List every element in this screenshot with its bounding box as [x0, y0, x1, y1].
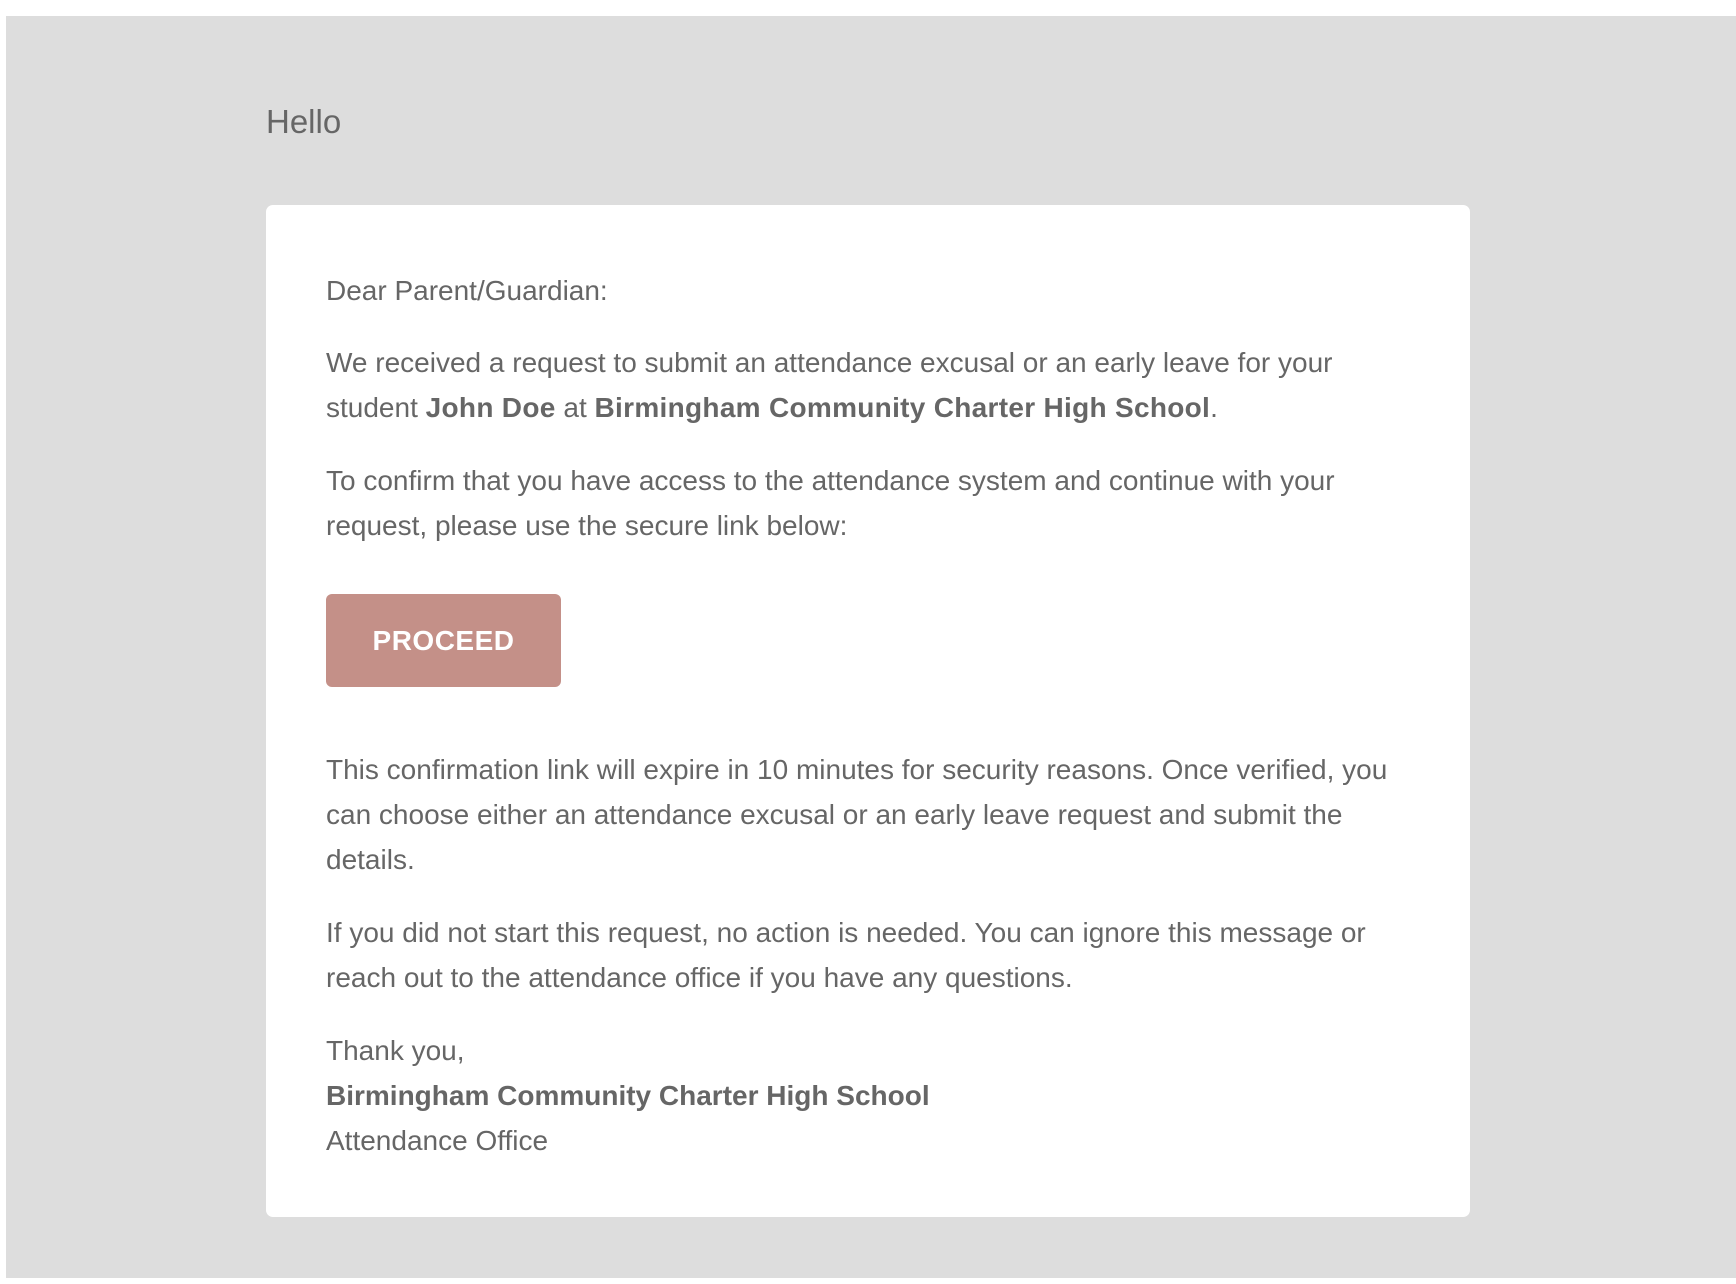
- button-wrapper: [326, 594, 1410, 687]
- confirm-paragraph: To confirm that you have access to the attendance system and continue with your request, please use the secure link below:: [326, 465, 1335, 541]
- intro-suffix: .: [1210, 392, 1218, 423]
- expiry-paragraph: This confirmation link will expire in 10 minutes for security reasons. Once verified, you can choose either an attendance excusal or an early leave request and submit the details.: [326, 754, 1388, 875]
- signoff-org: Birmingham Community Charter High School: [326, 1080, 930, 1111]
- intro-paragraph: [326, 340, 1410, 430]
- proceed-button[interactable]: PROCEED: [326, 594, 561, 687]
- signoff-block: [326, 1028, 1410, 1163]
- student-name: John Doe: [425, 392, 556, 423]
- school-name: Birmingham Community Charter High School: [594, 392, 1211, 423]
- message-card: [266, 205, 1470, 1217]
- ignore-paragraph: If you did not start this request, no action is needed. You can ignore this message or reach out to the attendance office if you have any questions.: [326, 917, 1366, 993]
- intro-at: at: [555, 392, 595, 423]
- signoff-thanks: Thank you,: [326, 1035, 465, 1066]
- greeting-heading: Hello: [266, 103, 342, 140]
- salutation: Dear Parent/Guardian:: [326, 275, 608, 306]
- email-canvas: [6, 16, 1736, 1278]
- intro-prefix: We received a request to submit an attendance excusal or an early leave for your student: [326, 347, 1333, 423]
- signoff-dept: Attendance Office: [326, 1125, 549, 1156]
